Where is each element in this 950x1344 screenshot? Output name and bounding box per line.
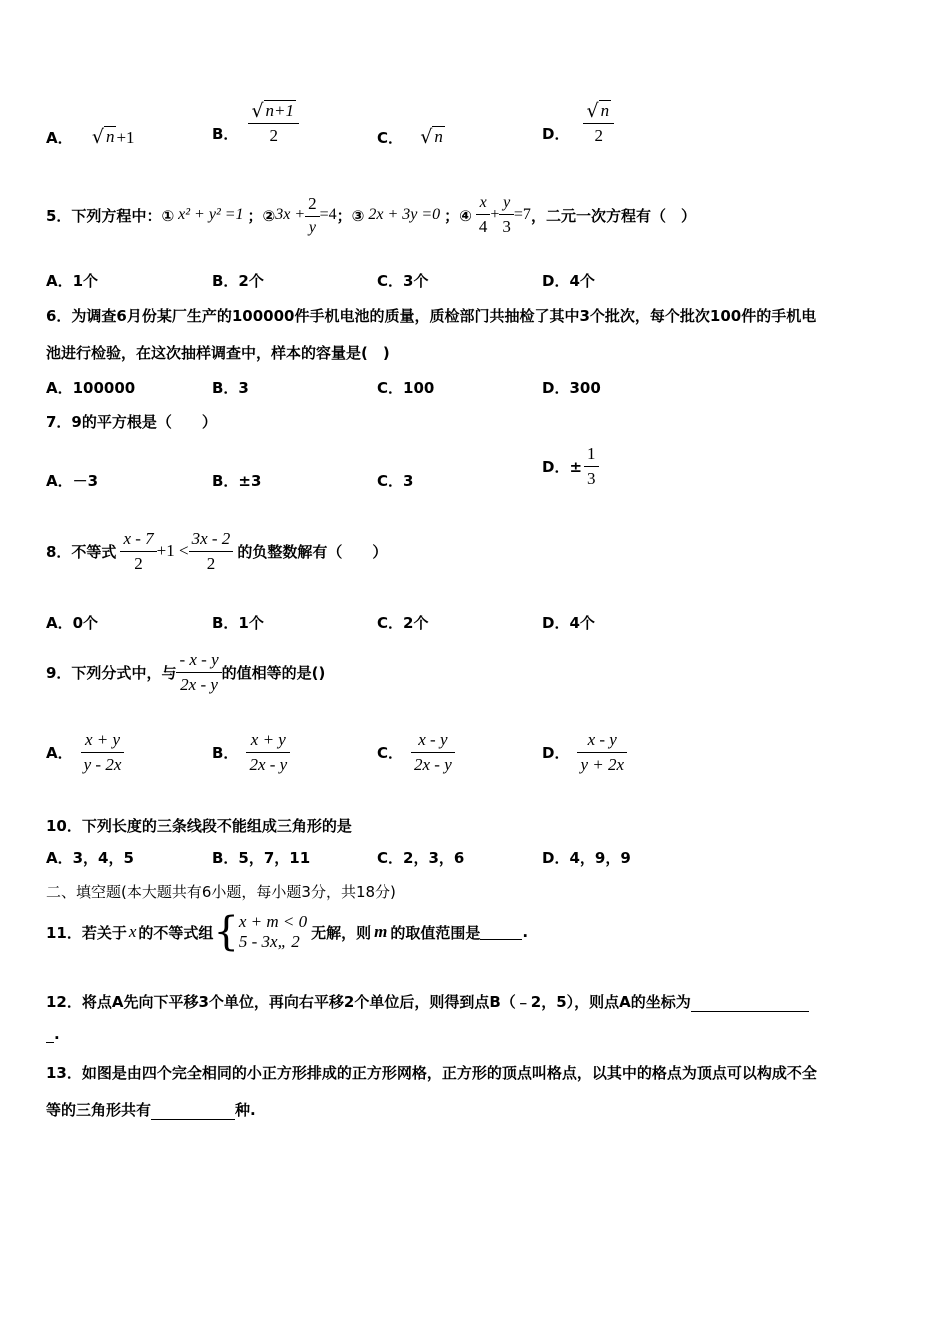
question-13-line-1: 13．如图是由四个完全相同的小正方形排成的正方形网格，正方形的顶点叫格点，以其中的格点为顶点可以构成不全 — [46, 1064, 817, 1082]
section-2-heading: 二、填空题(本大题共有6小题，每小题3分，共18分) — [46, 883, 396, 901]
inequality-middle: +1 < — [156, 541, 189, 560]
q7-option-c: C．3 — [377, 472, 414, 490]
question-6-line-1: 6．为调查6月份某厂生产的100000件手机电池的质量，质检部门共抽检了其中3个批次，每个批次100件的手机电 — [46, 307, 817, 325]
q4-option-c — [377, 126, 445, 148]
q7-option-d — [542, 444, 599, 489]
q12-end: . — [54, 1025, 60, 1043]
option-label: A． — [46, 129, 73, 147]
equation-4-fraction-1 — [476, 194, 491, 237]
q7-option-b: B．±3 — [212, 472, 262, 490]
question-7-stem: 7．9的平方根是（ ） — [46, 413, 217, 431]
q6-option-d: D．300 — [542, 379, 601, 397]
question-5-stem — [46, 185, 696, 245]
denominator: 3 — [587, 469, 596, 488]
q8-option-d: D．4个 — [542, 614, 595, 632]
denominator: 2 — [206, 553, 216, 573]
numerator: x - y — [587, 730, 617, 749]
plus-sign: + — [490, 206, 500, 223]
q8-prefix: 8．不等式 — [46, 542, 117, 561]
numerator: x — [479, 193, 487, 211]
q9-option-c — [377, 730, 455, 775]
variable-m: m — [374, 922, 388, 941]
radicand: n — [105, 127, 115, 146]
option-label: C． — [377, 744, 404, 762]
question-13-line-2 — [46, 1099, 256, 1120]
equation-4-rhs: =7 — [513, 206, 531, 223]
q6-option-a: A．100000 — [46, 379, 136, 397]
inequality-system — [213, 909, 308, 955]
numerator: x + y — [84, 730, 121, 749]
variable-x: x — [128, 922, 137, 941]
fraction-2 — [189, 529, 234, 574]
q7-option-a: A．－3 — [46, 472, 99, 490]
option-label: B． — [212, 124, 239, 143]
inequality-rows — [239, 912, 307, 952]
question-8-stem — [46, 526, 387, 576]
q8-option-a: A．0个 — [46, 614, 99, 632]
denominator: 2x - y — [249, 755, 288, 774]
fraction — [411, 730, 455, 775]
equation-2-fraction — [305, 194, 320, 237]
numerator: y — [503, 193, 511, 211]
question-11-stem — [46, 903, 528, 961]
question-12-line-2 — [46, 1025, 60, 1043]
option-label: D． — [542, 744, 570, 762]
separator: ；④ — [444, 206, 472, 225]
q12-text: 12．将点A先向下平移3个单位，再向右平移2个单位后，则得到点B（﹣2，5），则点A的坐标为 — [46, 993, 691, 1011]
denominator: y — [308, 218, 316, 236]
radicand: n+1 — [265, 101, 295, 120]
option-label: D．± — [542, 458, 583, 476]
equation-4-fraction-2 — [499, 194, 514, 237]
plus-term: +1 — [116, 128, 135, 147]
q13-suffix: 种. — [235, 1101, 256, 1119]
left-brace-icon: { — [213, 909, 239, 955]
q6-option-c: C．100 — [377, 379, 435, 397]
q13-prefix: 等的三角形共有 — [46, 1101, 152, 1119]
q4-option-a — [46, 126, 135, 148]
question-9-stem — [46, 646, 325, 698]
q9-suffix: 的值相等的是() — [221, 663, 326, 682]
radicand: n — [600, 101, 610, 120]
q5-option-c: C．3个 — [377, 272, 429, 290]
sqrt-expression: √ n — [420, 126, 443, 148]
sqrt-expression: √ n — [91, 126, 115, 148]
numerator: 2 — [308, 193, 317, 213]
fraction — [584, 444, 599, 489]
numerator: x - 7 — [123, 528, 154, 548]
denominator: 3 — [502, 216, 511, 236]
equation-3: 2x + 3y =0 — [368, 206, 441, 223]
fraction — [176, 650, 221, 695]
numerator: x + y — [250, 730, 286, 749]
q9-option-a — [46, 730, 124, 775]
numerator: 1 — [587, 444, 596, 463]
answer-blank-continued[interactable] — [46, 1028, 54, 1043]
q11-end: . — [522, 923, 529, 941]
question-6-line-2: 池进行检验，在这次抽样调查中，样本的容量是( ) — [46, 344, 390, 362]
answer-blank[interactable] — [480, 925, 522, 940]
equation-2-rhs: =4 — [319, 206, 337, 223]
q10-option-a: A．3，4，5 — [46, 849, 134, 867]
option-label: A． — [46, 744, 73, 762]
q9-option-d — [542, 730, 627, 775]
option-label: C． — [377, 129, 404, 147]
numerator: 3x - 2 — [191, 528, 231, 548]
denominator: 2x - y — [180, 674, 218, 694]
denominator: 2 — [269, 126, 278, 145]
q8-option-b: B．1个 — [212, 614, 264, 632]
q5-option-d: D．4个 — [542, 272, 595, 290]
denominator: y - 2x — [83, 755, 122, 774]
answer-blank[interactable] — [151, 1103, 235, 1120]
q9-option-b — [212, 730, 290, 775]
inequality-row-2: 5 - 3x„ 2 — [238, 932, 300, 951]
numerator: √ n+1 — [251, 100, 295, 122]
equation-1: x² + y² =1 — [178, 206, 244, 223]
q5-option-b: B．2个 — [212, 272, 264, 290]
q10-option-c: C．2，3，6 — [377, 849, 465, 867]
fraction — [248, 100, 299, 146]
q8-option-c: C．2个 — [377, 614, 429, 632]
q4-option-d — [542, 100, 614, 146]
fraction — [81, 730, 125, 775]
fraction — [246, 730, 290, 775]
q11-mid: 的不等式组 — [138, 923, 214, 942]
inequality-row-1: x + m < 0 — [238, 912, 308, 931]
option-label: D． — [542, 124, 570, 143]
numerator: - x - y — [179, 649, 219, 669]
q11-suffix: 的取值范围是 — [390, 923, 481, 942]
q4-option-b — [212, 100, 299, 146]
denominator: 2x - y — [414, 755, 452, 774]
radicand: n — [434, 127, 443, 146]
q5-prefix: 5．下列方程中：① — [46, 206, 175, 225]
equation-2-part: 3x + — [275, 206, 306, 223]
separator: ；③ — [336, 206, 365, 225]
q10-option-b: B．5，7，11 — [212, 849, 311, 867]
q5-option-a: A．1个 — [46, 272, 99, 290]
q9-prefix: 9．下列分式中，与 — [46, 663, 177, 682]
fraction — [577, 730, 627, 775]
denominator: y + 2x — [580, 755, 625, 774]
question-12-line-1 — [46, 991, 809, 1012]
q11-mid2: 无解，则 — [311, 923, 372, 942]
q6-option-b: B．3 — [212, 379, 249, 397]
question-10-stem: 10．下列长度的三条线段不能组成三角形的是 — [46, 817, 352, 835]
numerator: √ n — [586, 100, 610, 122]
q11-prefix: 11．若关于 — [46, 923, 127, 942]
fraction — [583, 100, 614, 146]
answer-blank[interactable] — [691, 995, 809, 1012]
fraction-1 — [120, 529, 156, 574]
denominator: 2 — [134, 553, 143, 573]
q5-suffix: ，二元一次方程有（ ） — [530, 206, 696, 225]
q8-suffix: 的负整数解有（ ） — [237, 542, 388, 561]
q10-option-d: D．4，9，9 — [542, 849, 631, 867]
denominator: 2 — [594, 126, 603, 145]
option-label: B． — [212, 744, 239, 762]
denominator: 4 — [478, 216, 488, 236]
separator: ；② — [247, 206, 276, 225]
numerator: x - y — [418, 730, 448, 749]
